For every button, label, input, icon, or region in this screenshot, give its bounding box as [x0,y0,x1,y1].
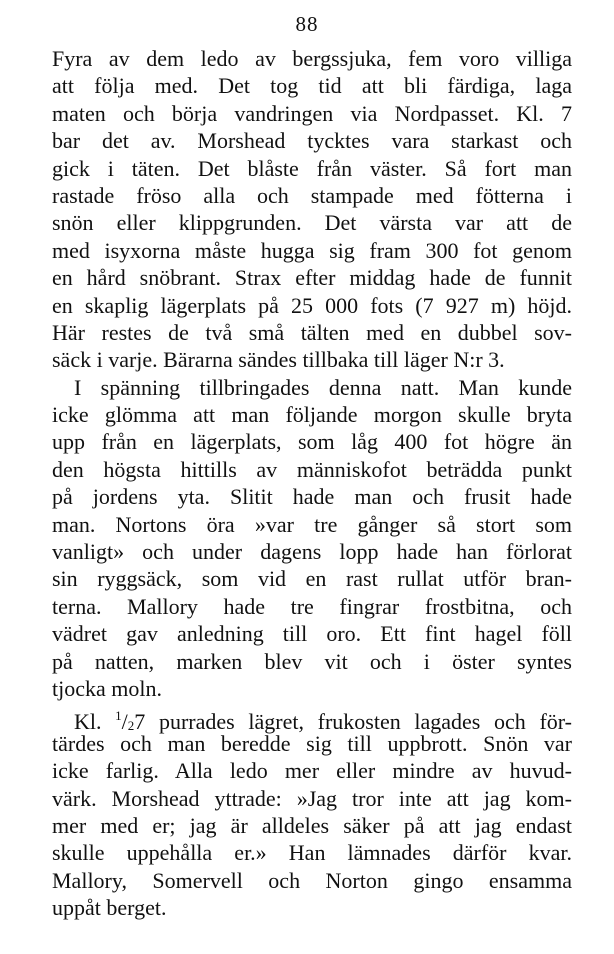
text-line: på natten, marken blev vit och i öster syntes [52,648,572,674]
text-line: I spänning tillbringades denna natt. Man kunde [74,374,572,400]
text-line: gick i täten. Det blåste från väster. Så fort man [52,155,572,181]
text-line: tjocka moln. [52,675,162,701]
text-line: Mallory, Somervell och Norton gingo ensamma [52,867,572,893]
text-line: säck i varje. Bärarna sändes tillbaka till läger N:r 3. [52,347,505,373]
text-line: att följa med. Det tog tid att bli färdiga, laga [52,73,572,99]
paragraph [52,702,572,921]
text-line: upp från en lägerplats, som låg 400 fot högre än [52,429,572,455]
text-line: med isyxorna måste hugga sig fram 300 fot genom [52,237,572,263]
text-line: Här restes de två små tälten med en dubbel sov- [52,319,572,345]
text-line: Kl. $^1$/27 purrades lägret, frukosten lagades och för- [74,708,572,735]
text-line: tärdes och man beredde sig till uppbrott. Snön var [52,730,572,756]
fraction-denominator: 2 [127,718,135,734]
text-line: på jordens yta. Slitit hade man och frusit hade [52,484,572,510]
text-line: den högsta hittills av människofot beträdda punkt [52,456,572,482]
text-body [52,45,572,922]
fraction-numerator: 1 [115,708,122,724]
text-line: vädret gav anledning till oro. Ett fint hagel föll [52,621,572,647]
text-line: mer med er; jag är alldeles säker på att jag endast [52,812,572,838]
text-line: bar det av. Morshead tycktes vara starkast och [52,128,572,154]
text-line: rastade fröso alla och stampade med fötterna i [52,182,572,208]
text-line: uppåt berget. [52,895,167,921]
text-line: Fyra av dem ledo av bergssjuka, fem voro villiga [52,46,572,71]
time-prefix: Kl. [74,709,102,735]
paragraph [52,374,572,703]
text-line: terna. Mallory hade tre fingrar frostbitna, och [52,593,572,619]
paragraph [52,45,572,374]
text-line: sin ryggsäck, som vid en rast rullat utför bran- [52,566,572,592]
text-line: vanligt» och under dagens lopp hade han förlorat [52,539,572,565]
text-line: maten och börja vandringen via Nordpasset. Kl. 7 [52,100,572,126]
text-line: värk. Morshead yttrade: »Jag tror inte att jag kom- [52,785,572,811]
text-line: man. Nortons öra »var tre gånger så stort som [52,511,572,537]
text-line: icke glömma att man följande morgon skulle bryta [52,402,572,428]
text-line: en hård snöbrant. Strax efter middag hade de funnit [52,265,572,291]
text-line: snön eller klippgrunden. Det värsta var att de [52,210,572,236]
text-line: en skaplig lägerplats på 25 000 fots (7 927 m) höjd. [52,292,572,318]
text-line: skulle uppehålla er.» Han lämnades därför kvar. [52,840,572,866]
text-line: icke farlig. Alla ledo mer eller mindre av huvud- [52,758,572,784]
time-suffix: 7 purrades lägret, frukosten lagades och för- [134,709,572,735]
page-number: 88 [295,12,319,36]
